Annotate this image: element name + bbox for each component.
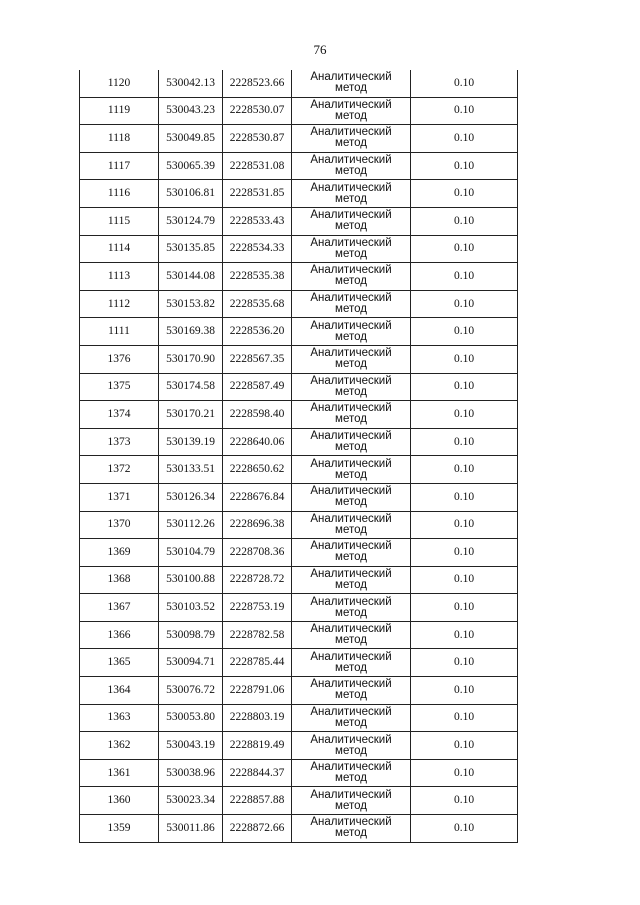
method-line-1: Аналитический bbox=[310, 623, 392, 636]
y-coordinate-cell: 2228587.49 bbox=[223, 373, 292, 401]
point-number-cell: 1374 bbox=[80, 401, 159, 429]
method-line-1: Аналитический bbox=[310, 540, 392, 553]
table-row bbox=[80, 97, 518, 125]
method-line-2: метод bbox=[335, 799, 367, 812]
x-coordinate-cell: 530038.96 bbox=[159, 759, 223, 787]
x-coordinate-cell: 530133.51 bbox=[159, 456, 223, 484]
method-line-2: метод bbox=[335, 137, 367, 150]
method-line-1: Аналитический bbox=[310, 347, 392, 360]
table-row bbox=[80, 318, 518, 346]
method-line-1: Аналитический bbox=[310, 236, 392, 249]
x-coordinate-cell: 530126.34 bbox=[159, 483, 223, 511]
method-line-2: метод bbox=[335, 496, 367, 509]
y-coordinate-cell: 2228534.33 bbox=[223, 235, 292, 263]
method-line-2: метод bbox=[335, 827, 367, 840]
error-cell: 0.10 bbox=[411, 483, 518, 511]
error-cell: 0.10 bbox=[411, 456, 518, 484]
method-line-2: метод bbox=[335, 578, 367, 591]
method-line-2: метод bbox=[335, 606, 367, 619]
y-coordinate-cell: 2228535.38 bbox=[223, 263, 292, 291]
coordinates-table bbox=[79, 70, 518, 843]
method-cell bbox=[292, 290, 411, 318]
y-coordinate-cell: 2228531.85 bbox=[223, 180, 292, 208]
method-line-2: метод bbox=[335, 661, 367, 674]
error-cell: 0.10 bbox=[411, 704, 518, 732]
method-line-1: Аналитический bbox=[310, 678, 392, 691]
method-line-2: метод bbox=[335, 358, 367, 371]
x-coordinate-cell: 530174.58 bbox=[159, 373, 223, 401]
method-line-1: Аналитический bbox=[310, 485, 392, 498]
x-coordinate-cell: 530153.82 bbox=[159, 290, 223, 318]
table-row bbox=[80, 566, 518, 594]
method-line-2: метод bbox=[335, 468, 367, 481]
table-row bbox=[80, 539, 518, 567]
method-cell bbox=[292, 566, 411, 594]
method-line-2: метод bbox=[335, 275, 367, 288]
table-row bbox=[80, 180, 518, 208]
method-line-1: Аналитический bbox=[310, 733, 392, 746]
method-line-2: метод bbox=[335, 634, 367, 647]
point-number-cell: 1361 bbox=[80, 759, 159, 787]
method-line-1: Аналитический bbox=[310, 292, 392, 305]
method-cell bbox=[292, 180, 411, 208]
method-line-1: Аналитический bbox=[310, 71, 392, 84]
x-coordinate-cell: 530144.08 bbox=[159, 263, 223, 291]
x-coordinate-cell: 530170.21 bbox=[159, 401, 223, 429]
method-cell bbox=[292, 263, 411, 291]
method-line-2: метод bbox=[335, 192, 367, 205]
method-line-1: Аналитический bbox=[310, 209, 392, 222]
error-cell: 0.10 bbox=[411, 759, 518, 787]
method-cell bbox=[292, 732, 411, 760]
error-cell: 0.10 bbox=[411, 677, 518, 705]
point-number-cell: 1112 bbox=[80, 290, 159, 318]
table-row bbox=[80, 759, 518, 787]
y-coordinate-cell: 2228782.58 bbox=[223, 621, 292, 649]
x-coordinate-cell: 530053.80 bbox=[159, 704, 223, 732]
method-line-2: метод bbox=[335, 523, 367, 536]
method-line-1: Аналитический bbox=[310, 788, 392, 801]
y-coordinate-cell: 2228533.43 bbox=[223, 207, 292, 235]
error-cell: 0.10 bbox=[411, 235, 518, 263]
error-cell: 0.10 bbox=[411, 180, 518, 208]
coordinates-table-body bbox=[80, 70, 518, 842]
table-row bbox=[80, 649, 518, 677]
method-cell bbox=[292, 483, 411, 511]
error-cell: 0.10 bbox=[411, 125, 518, 153]
point-number-cell: 1117 bbox=[80, 152, 159, 180]
error-cell: 0.10 bbox=[411, 263, 518, 291]
method-line-2: метод bbox=[335, 551, 367, 564]
table-row bbox=[80, 456, 518, 484]
y-coordinate-cell: 2228728.72 bbox=[223, 566, 292, 594]
error-cell: 0.10 bbox=[411, 318, 518, 346]
point-number-cell: 1369 bbox=[80, 539, 159, 567]
x-coordinate-cell: 530065.39 bbox=[159, 152, 223, 180]
y-coordinate-cell: 2228696.38 bbox=[223, 511, 292, 539]
y-coordinate-cell: 2228708.36 bbox=[223, 539, 292, 567]
error-cell: 0.10 bbox=[411, 373, 518, 401]
y-coordinate-cell: 2228803.19 bbox=[223, 704, 292, 732]
y-coordinate-cell: 2228530.87 bbox=[223, 125, 292, 153]
scan-noise bbox=[30, 864, 610, 868]
y-coordinate-cell: 2228872.66 bbox=[223, 815, 292, 843]
method-cell bbox=[292, 511, 411, 539]
x-coordinate-cell: 530043.19 bbox=[159, 732, 223, 760]
method-line-1: Аналитический bbox=[310, 512, 392, 525]
x-coordinate-cell: 530112.26 bbox=[159, 511, 223, 539]
method-line-2: метод bbox=[335, 330, 367, 343]
y-coordinate-cell: 2228650.62 bbox=[223, 456, 292, 484]
x-coordinate-cell: 530023.34 bbox=[159, 787, 223, 815]
table-row bbox=[80, 428, 518, 456]
y-coordinate-cell: 2228640.06 bbox=[223, 428, 292, 456]
method-line-2: метод bbox=[335, 772, 367, 785]
method-line-1: Аналитический bbox=[310, 567, 392, 580]
x-coordinate-cell: 530100.88 bbox=[159, 566, 223, 594]
method-cell bbox=[292, 125, 411, 153]
method-line-1: Аналитический bbox=[310, 319, 392, 332]
method-line-1: Аналитический bbox=[310, 402, 392, 415]
method-cell bbox=[292, 704, 411, 732]
table-row bbox=[80, 125, 518, 153]
method-line-1: Аналитический bbox=[310, 595, 392, 608]
error-cell: 0.10 bbox=[411, 345, 518, 373]
method-cell bbox=[292, 787, 411, 815]
table-row bbox=[80, 373, 518, 401]
x-coordinate-cell: 530135.85 bbox=[159, 235, 223, 263]
x-coordinate-cell: 530104.79 bbox=[159, 539, 223, 567]
y-coordinate-cell: 2228791.06 bbox=[223, 677, 292, 705]
method-line-1: Аналитический bbox=[310, 705, 392, 718]
x-coordinate-cell: 530011.86 bbox=[159, 815, 223, 843]
method-cell bbox=[292, 677, 411, 705]
method-line-1: Аналитический bbox=[310, 181, 392, 194]
method-line-2: метод bbox=[335, 744, 367, 757]
table-row bbox=[80, 263, 518, 291]
table-row bbox=[80, 401, 518, 429]
y-coordinate-cell: 2228753.19 bbox=[223, 594, 292, 622]
y-coordinate-cell: 2228598.40 bbox=[223, 401, 292, 429]
point-number-cell: 1111 bbox=[80, 318, 159, 346]
method-cell bbox=[292, 345, 411, 373]
method-cell bbox=[292, 70, 411, 97]
y-coordinate-cell: 2228785.44 bbox=[223, 649, 292, 677]
method-cell bbox=[292, 401, 411, 429]
point-number-cell: 1367 bbox=[80, 594, 159, 622]
y-coordinate-cell: 2228857.88 bbox=[223, 787, 292, 815]
point-number-cell: 1359 bbox=[80, 815, 159, 843]
table-row bbox=[80, 207, 518, 235]
page-number: 76 bbox=[313, 42, 327, 57]
table-row bbox=[80, 483, 518, 511]
error-cell: 0.10 bbox=[411, 566, 518, 594]
point-number-cell: 1372 bbox=[80, 456, 159, 484]
x-coordinate-cell: 530124.79 bbox=[159, 207, 223, 235]
method-cell bbox=[292, 649, 411, 677]
method-line-1: Аналитический bbox=[310, 374, 392, 387]
method-line-1: Аналитический bbox=[310, 126, 392, 139]
method-line-1: Аналитический bbox=[310, 761, 392, 774]
error-cell: 0.10 bbox=[411, 815, 518, 843]
method-line-2: метод bbox=[335, 165, 367, 178]
error-cell: 0.10 bbox=[411, 649, 518, 677]
method-line-1: Аналитический bbox=[310, 457, 392, 470]
table-row bbox=[80, 621, 518, 649]
method-line-1: Аналитический bbox=[310, 154, 392, 167]
method-cell bbox=[292, 539, 411, 567]
error-cell: 0.10 bbox=[411, 787, 518, 815]
point-number-cell: 1370 bbox=[80, 511, 159, 539]
method-line-2: метод bbox=[335, 689, 367, 702]
y-coordinate-cell: 2228676.84 bbox=[223, 483, 292, 511]
x-coordinate-cell: 530106.81 bbox=[159, 180, 223, 208]
x-coordinate-cell: 530094.71 bbox=[159, 649, 223, 677]
x-coordinate-cell: 530076.72 bbox=[159, 677, 223, 705]
point-number-cell: 1113 bbox=[80, 263, 159, 291]
method-line-2: метод bbox=[335, 441, 367, 454]
x-coordinate-cell: 530098.79 bbox=[159, 621, 223, 649]
error-cell: 0.10 bbox=[411, 594, 518, 622]
method-line-2: метод bbox=[335, 716, 367, 729]
method-cell bbox=[292, 97, 411, 125]
method-cell bbox=[292, 621, 411, 649]
error-cell: 0.10 bbox=[411, 511, 518, 539]
error-cell: 0.10 bbox=[411, 70, 518, 97]
y-coordinate-cell: 2228536.20 bbox=[223, 318, 292, 346]
method-line-2: метод bbox=[335, 413, 367, 426]
y-coordinate-cell: 2228844.37 bbox=[223, 759, 292, 787]
error-cell: 0.10 bbox=[411, 621, 518, 649]
method-line-1: Аналитический bbox=[310, 264, 392, 277]
point-number-cell: 1363 bbox=[80, 704, 159, 732]
error-cell: 0.10 bbox=[411, 97, 518, 125]
point-number-cell: 1118 bbox=[80, 125, 159, 153]
point-number-cell: 1120 bbox=[80, 70, 159, 97]
method-cell bbox=[292, 373, 411, 401]
method-line-1: Аналитический bbox=[310, 430, 392, 443]
error-cell: 0.10 bbox=[411, 428, 518, 456]
method-cell bbox=[292, 318, 411, 346]
y-coordinate-cell: 2228530.07 bbox=[223, 97, 292, 125]
x-coordinate-cell: 530103.52 bbox=[159, 594, 223, 622]
x-coordinate-cell: 530169.38 bbox=[159, 318, 223, 346]
method-cell bbox=[292, 207, 411, 235]
y-coordinate-cell: 2228567.35 bbox=[223, 345, 292, 373]
method-line-2: метод bbox=[335, 247, 367, 260]
y-coordinate-cell: 2228819.49 bbox=[223, 732, 292, 760]
point-number-cell: 1375 bbox=[80, 373, 159, 401]
table-row bbox=[80, 704, 518, 732]
method-line-1: Аналитический bbox=[310, 650, 392, 663]
table-row bbox=[80, 152, 518, 180]
method-line-2: метод bbox=[335, 109, 367, 122]
method-line-2: метод bbox=[335, 303, 367, 316]
point-number-cell: 1365 bbox=[80, 649, 159, 677]
table-row bbox=[80, 345, 518, 373]
x-coordinate-cell: 530043.23 bbox=[159, 97, 223, 125]
table-row bbox=[80, 511, 518, 539]
error-cell: 0.10 bbox=[411, 401, 518, 429]
point-number-cell: 1360 bbox=[80, 787, 159, 815]
method-line-2: метод bbox=[335, 385, 367, 398]
point-number-cell: 1119 bbox=[80, 97, 159, 125]
point-number-cell: 1116 bbox=[80, 180, 159, 208]
method-line-1: Аналитический bbox=[310, 98, 392, 111]
method-cell bbox=[292, 594, 411, 622]
method-cell bbox=[292, 815, 411, 843]
table-row bbox=[80, 787, 518, 815]
table-row bbox=[80, 594, 518, 622]
point-number-cell: 1373 bbox=[80, 428, 159, 456]
error-cell: 0.10 bbox=[411, 290, 518, 318]
y-coordinate-cell: 2228531.08 bbox=[223, 152, 292, 180]
method-cell bbox=[292, 152, 411, 180]
method-line-2: метод bbox=[335, 220, 367, 233]
point-number-cell: 1114 bbox=[80, 235, 159, 263]
point-number-cell: 1364 bbox=[80, 677, 159, 705]
table-row bbox=[80, 290, 518, 318]
point-number-cell: 1371 bbox=[80, 483, 159, 511]
method-line-2: метод bbox=[335, 82, 367, 95]
error-cell: 0.10 bbox=[411, 152, 518, 180]
point-number-cell: 1115 bbox=[80, 207, 159, 235]
point-number-cell: 1366 bbox=[80, 621, 159, 649]
table-row bbox=[80, 235, 518, 263]
method-cell bbox=[292, 456, 411, 484]
x-coordinate-cell: 530042.13 bbox=[159, 70, 223, 97]
error-cell: 0.10 bbox=[411, 732, 518, 760]
table-row bbox=[80, 70, 518, 97]
point-number-cell: 1368 bbox=[80, 566, 159, 594]
y-coordinate-cell: 2228535.68 bbox=[223, 290, 292, 318]
point-number-cell: 1376 bbox=[80, 345, 159, 373]
method-cell bbox=[292, 235, 411, 263]
method-line-1: Аналитический bbox=[310, 816, 392, 829]
x-coordinate-cell: 530139.19 bbox=[159, 428, 223, 456]
method-cell bbox=[292, 428, 411, 456]
table-row bbox=[80, 815, 518, 843]
error-cell: 0.10 bbox=[411, 539, 518, 567]
point-number-cell: 1362 bbox=[80, 732, 159, 760]
table-row bbox=[80, 732, 518, 760]
x-coordinate-cell: 530049.85 bbox=[159, 125, 223, 153]
y-coordinate-cell: 2228523.66 bbox=[223, 70, 292, 97]
method-cell bbox=[292, 759, 411, 787]
error-cell: 0.10 bbox=[411, 207, 518, 235]
x-coordinate-cell: 530170.90 bbox=[159, 345, 223, 373]
table-row bbox=[80, 677, 518, 705]
